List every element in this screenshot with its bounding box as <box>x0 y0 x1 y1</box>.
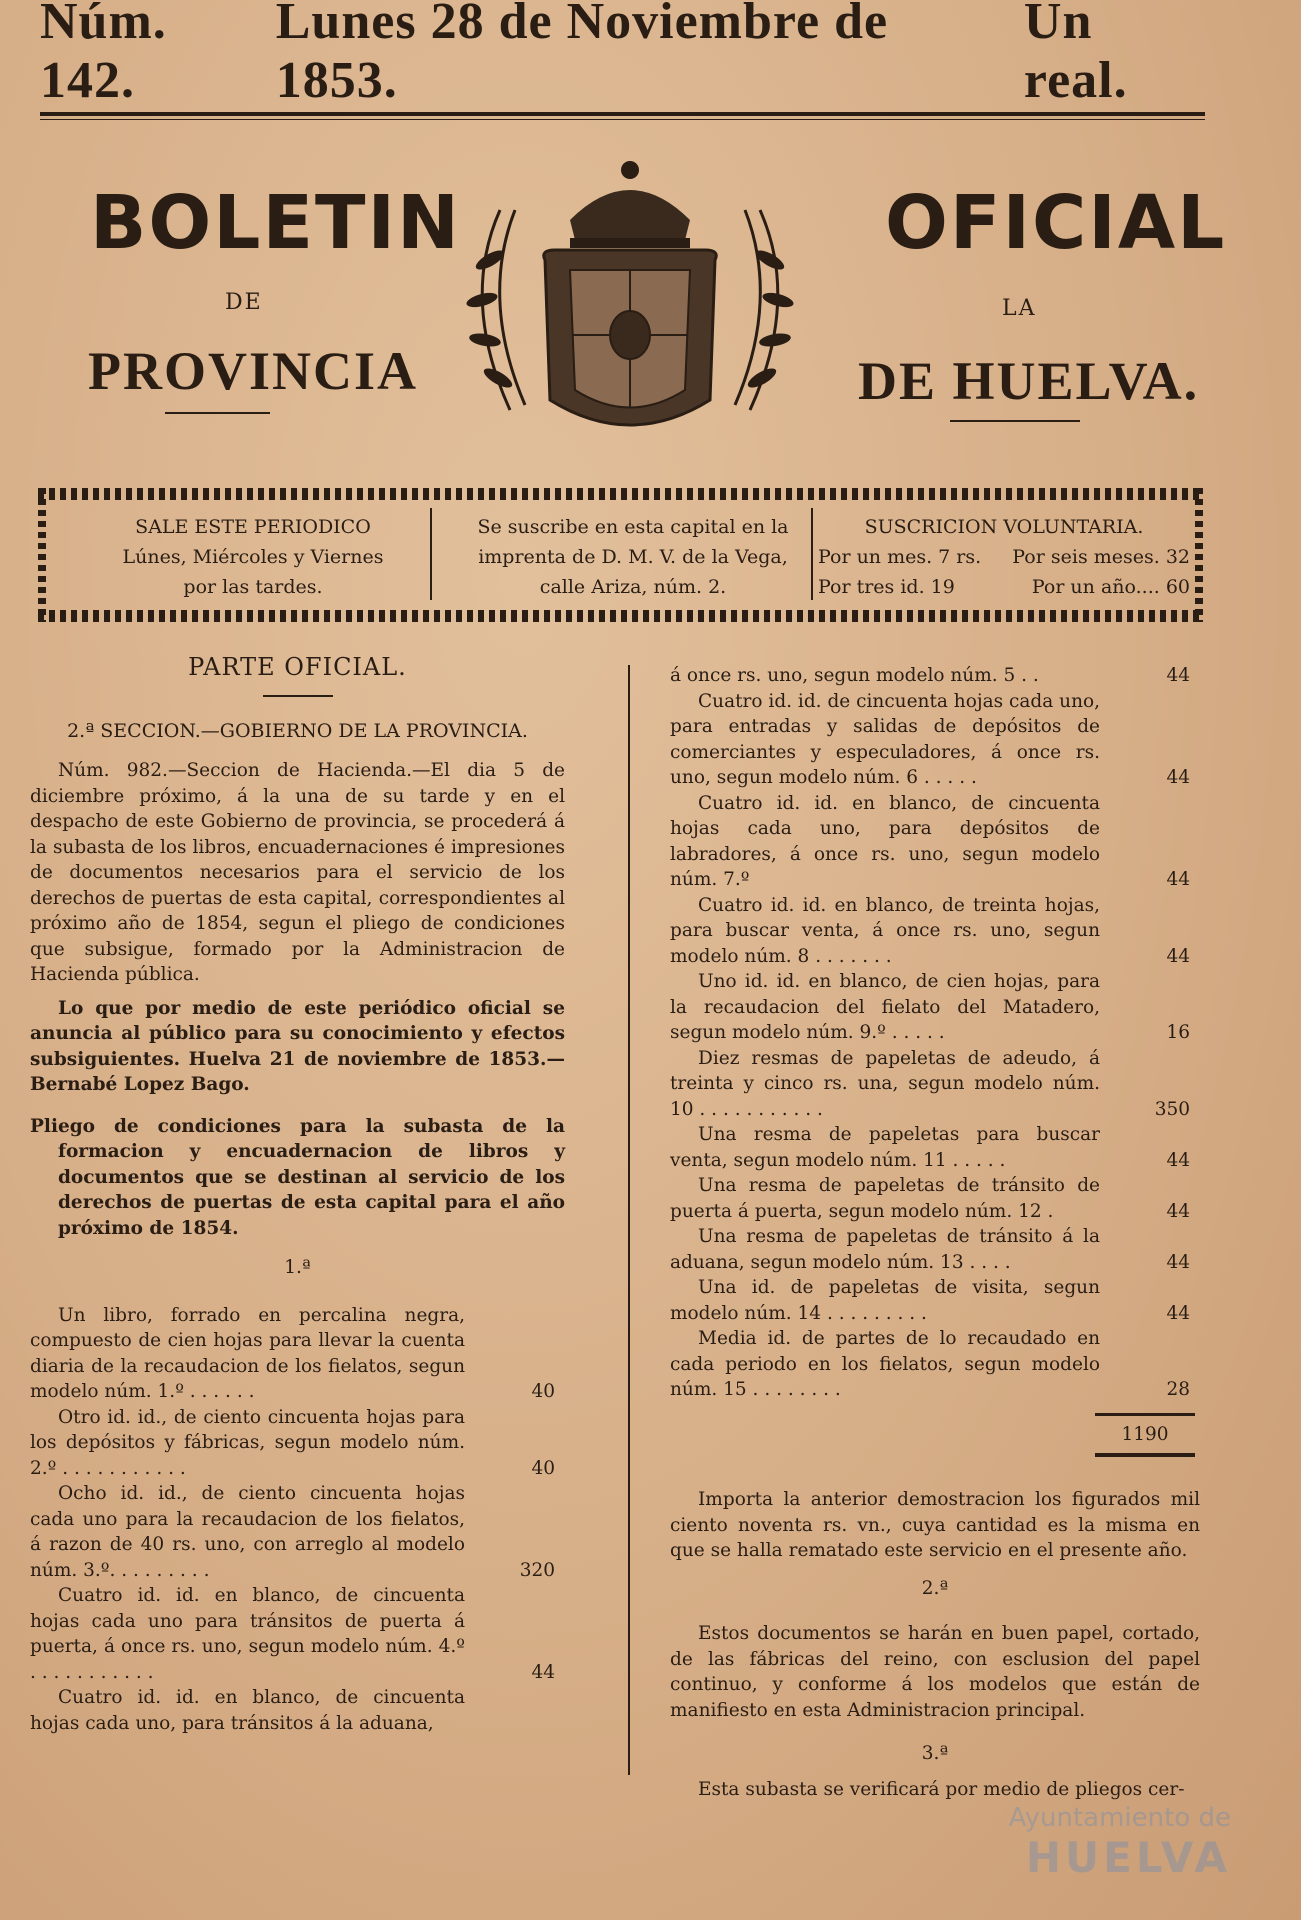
item-value: 40 <box>531 1457 555 1479</box>
left-column <box>30 655 565 1736</box>
masthead <box>40 0 1210 110</box>
title-de: DE <box>225 290 263 315</box>
list-item <box>30 1685 565 1736</box>
item-description: Uno id. id. en blanco, de cien hojas, para la recaudacion del fielato del Matadero, segun modelo núm. 9.º . . . . . <box>670 971 1100 1043</box>
clause-number-2: 2.ª <box>921 1577 949 1599</box>
location-line-2: imprenta de D. M. V. de la Vega, <box>478 546 788 568</box>
item-value: 44 <box>1166 665 1190 686</box>
list-item <box>670 1224 1200 1275</box>
title-ornament-right <box>950 420 1080 422</box>
price-yearly: Por un año.... 60 <box>1031 576 1190 598</box>
royal-coat-of-arms-icon <box>440 150 820 450</box>
column-divider <box>628 665 630 1775</box>
item-value: 44 <box>1166 1302 1190 1324</box>
auction-paragraph: Esta subasta se verificará por medio de pliegos cer- <box>698 1778 1185 1800</box>
info-border-right <box>1195 488 1203 622</box>
title-huelva: DE HUELVA. <box>858 351 1200 411</box>
location-line-3: calle Ariza, núm. 2. <box>539 576 727 598</box>
list-item <box>30 1481 565 1583</box>
title-la: LA <box>1002 296 1037 321</box>
subscription-info-box <box>38 488 1203 622</box>
list-item <box>670 1122 1200 1173</box>
item-value: 44 <box>531 1661 555 1683</box>
watermark-line-1: Ayuntamiento de <box>1008 1803 1231 1833</box>
subscription-prices <box>818 512 1190 602</box>
title-provincia: PROVINCIA <box>88 341 419 401</box>
announcement-paragraph: Lo que por medio de este periódico oficial se anuncia al público para su conocimiento y efectos subsiguientes. Huelva 21 de noviembre de 1853.—Bernabé Lopez Bago. <box>30 997 565 1095</box>
prices-row-2 <box>818 572 1190 602</box>
list-item <box>670 791 1200 893</box>
title-boletin: BOLETIN <box>90 180 461 266</box>
item-description: Diez resmas de papeletas de adeudo, á treinta y cinco rs. una, segun modelo núm. 10 . . . . . . . . . . . <box>670 1047 1100 1120</box>
issue-date: Lunes 28 de Noviembre de 1853. <box>275 0 889 109</box>
list-item <box>30 1583 565 1685</box>
issue-price: Un real. <box>1023 0 1128 109</box>
price-monthly: Por un mes. 7 rs. <box>818 546 982 568</box>
item-description: Un libro, forrado en percalina negra, compuesto de cien hojas para llevar la cuenta diaria de la recaudacion de los fielatos, segun modelo núm. 1.º . . . . . . <box>30 1304 465 1402</box>
info-divider-1 <box>430 508 432 600</box>
item-value: 320 <box>519 1559 555 1581</box>
issue-number: Núm. 142. <box>40 0 167 109</box>
total-rule-bottom <box>1095 1453 1195 1457</box>
item-description: Una resma de papeletas de tránsito de puerta á puerta, segun modelo núm. 12 . <box>670 1175 1100 1222</box>
list-item <box>30 1303 565 1405</box>
list-item <box>670 969 1200 1046</box>
list-item <box>670 1173 1200 1224</box>
prices-row-1 <box>818 542 1190 572</box>
item-description: Cuatro id. id. de cincuenta hojas cada uno, para entradas y salidas de depósitos de comerciantes y especuladores, á once rs. uno, segun modelo núm. 6 . . . . . <box>670 690 1100 788</box>
item-description: Cuatro id. id. en blanco, de cincuenta hojas cada uno, para depósitos de labradores, á once rs. uno, segun modelo núm. 7.º <box>670 792 1100 890</box>
item-description: Otro id. id., de ciento cincuenta hojas para los depósitos y fábricas, segun modelo núm. 2.º . . . . . . . . . . . <box>30 1406 465 1479</box>
section-title: PARTE OFICIAL. <box>188 653 407 681</box>
masthead-rule <box>40 112 1205 116</box>
list-item <box>30 1405 565 1482</box>
watermark-line-2: HUELVA <box>1025 1833 1231 1882</box>
title-ornament-left <box>165 412 270 414</box>
schedule-time: por las tardes. <box>183 576 323 598</box>
item-value: 44 <box>1166 1251 1190 1273</box>
item-description: Media id. de partes de lo recaudado en cada periodo en los fielatos, segun modelo núm. 15 . . . . . . . . <box>670 1328 1100 1400</box>
subsection-title: 2.ª SECCION.—GOBIERNO DE LA PROVINCIA. <box>67 719 528 742</box>
importa-paragraph: Importa la anterior demostracion los figurados mil ciento noventa rs. vn., cuya cantidad es la misma en que se halla rematado este servicio en el presente año. <box>670 1489 1200 1561</box>
info-border-bottom <box>38 610 1203 622</box>
info-border-top <box>38 488 1203 500</box>
clause-number-3: 3.ª <box>921 1743 949 1764</box>
item-value: 28 <box>1166 1379 1190 1400</box>
documents-paragraph: Estos documentos se harán en buen papel, cortado, de las fábricas del reino, con esclusion del papel continuo, y conforme á los modelos que están de manifiesto en esta Administracion principal. <box>670 1623 1200 1721</box>
item-description: Una resma de papeletas de tránsito á la aduana, segun modelo núm. 13 . . . . <box>670 1226 1100 1273</box>
item-description: Cuatro id. id. en blanco, de cincuenta hojas cada uno para tránsitos de puerta á puerta, á once rs. uno, segun modelo núm. 4.º . . . . . . . . . . . <box>30 1585 465 1683</box>
price-six-months: Por seis meses. 32 <box>1012 546 1190 568</box>
total-value: 1190 <box>1121 1423 1169 1445</box>
item-value: 350 <box>1154 1098 1190 1120</box>
title-oficial: OFICIAL <box>885 180 1227 266</box>
info-divider-2 <box>811 508 813 600</box>
masthead-rule-thin <box>40 119 1205 120</box>
item-description: Cuatro id. id. en blanco, de cincuenta hojas cada uno, para tránsitos á la aduana, <box>30 1687 465 1734</box>
list-item <box>670 893 1200 970</box>
price-three-months: Por tres id. 19 <box>818 576 955 598</box>
item-value: 44 <box>1166 767 1190 788</box>
item-description: á once rs. uno, segun modelo núm. 5 . . <box>670 665 1039 686</box>
location-line-1: Se suscribe en esta capital en la <box>477 516 789 538</box>
list-item <box>670 1046 1200 1123</box>
item-description: Ocho id. id., de ciento cincuenta hojas cada uno para la recaudacion de los fielatos, á razon de 40 rs. uno, con arreglo al modelo núm. 3.º. . . . . . . . . <box>30 1483 465 1581</box>
item-value: 44 <box>1166 1200 1190 1222</box>
item-description: Una resma de papeletas para buscar venta, segun modelo núm. 11 . . . . . <box>670 1124 1100 1171</box>
right-column <box>670 663 1200 1802</box>
item-value: 16 <box>1166 1022 1190 1043</box>
info-border-left <box>38 488 46 622</box>
notice-paragraph: Núm. 982.—Seccion de Hacienda.—El dia 5 de diciembre próximo, á la una de su tarde y en el despacho de este Gobierno de provincia, se procederá á la subasta de los libros, encuadernaciones é impresiones de documentos necesarios para el servicio de los derechos de puertas de esta capital, correspondientes al próximo año de 1854, segun el pliego de condiciones que subsigue, formado por la Administracion de Hacienda pública. <box>30 760 565 985</box>
list-item <box>670 1275 1200 1326</box>
item-description: Cuatro id. id. en blanco, de treinta hojas, para buscar venta, á once rs. uno, segun modelo núm. 8 . . . . . . . <box>670 894 1100 967</box>
clause-number-1: 1.ª <box>284 1257 311 1278</box>
list-item <box>670 1326 1200 1403</box>
item-value: 40 <box>531 1381 555 1402</box>
list-item <box>670 689 1200 791</box>
list-item <box>670 663 1200 689</box>
section-ornament <box>263 695 333 697</box>
subscription-location <box>438 512 828 602</box>
publication-schedule <box>68 512 438 602</box>
item-value: 44 <box>1166 1149 1190 1171</box>
prices-title: SUSCRICION VOLUNTARIA. <box>864 516 1144 538</box>
item-description: Una id. de papeletas de visita, segun modelo núm. 14 . . . . . . . . . <box>670 1277 1100 1324</box>
item-value: 44 <box>1166 869 1190 890</box>
conditions-heading: Pliego de condiciones para la subasta de la formacion y encuadernacion de libros y documentos que se destinan al servicio de los derechos de puertas de esta capital para el año próximo de 1854. <box>30 1115 565 1239</box>
archive-watermark <box>1009 1803 1231 1882</box>
item-value: 44 <box>1166 945 1190 967</box>
schedule-title: SALE ESTE PERIODICO <box>135 516 371 538</box>
total-rule <box>1095 1413 1195 1416</box>
schedule-days: Lúnes, Miércoles y Viernes <box>122 546 384 568</box>
